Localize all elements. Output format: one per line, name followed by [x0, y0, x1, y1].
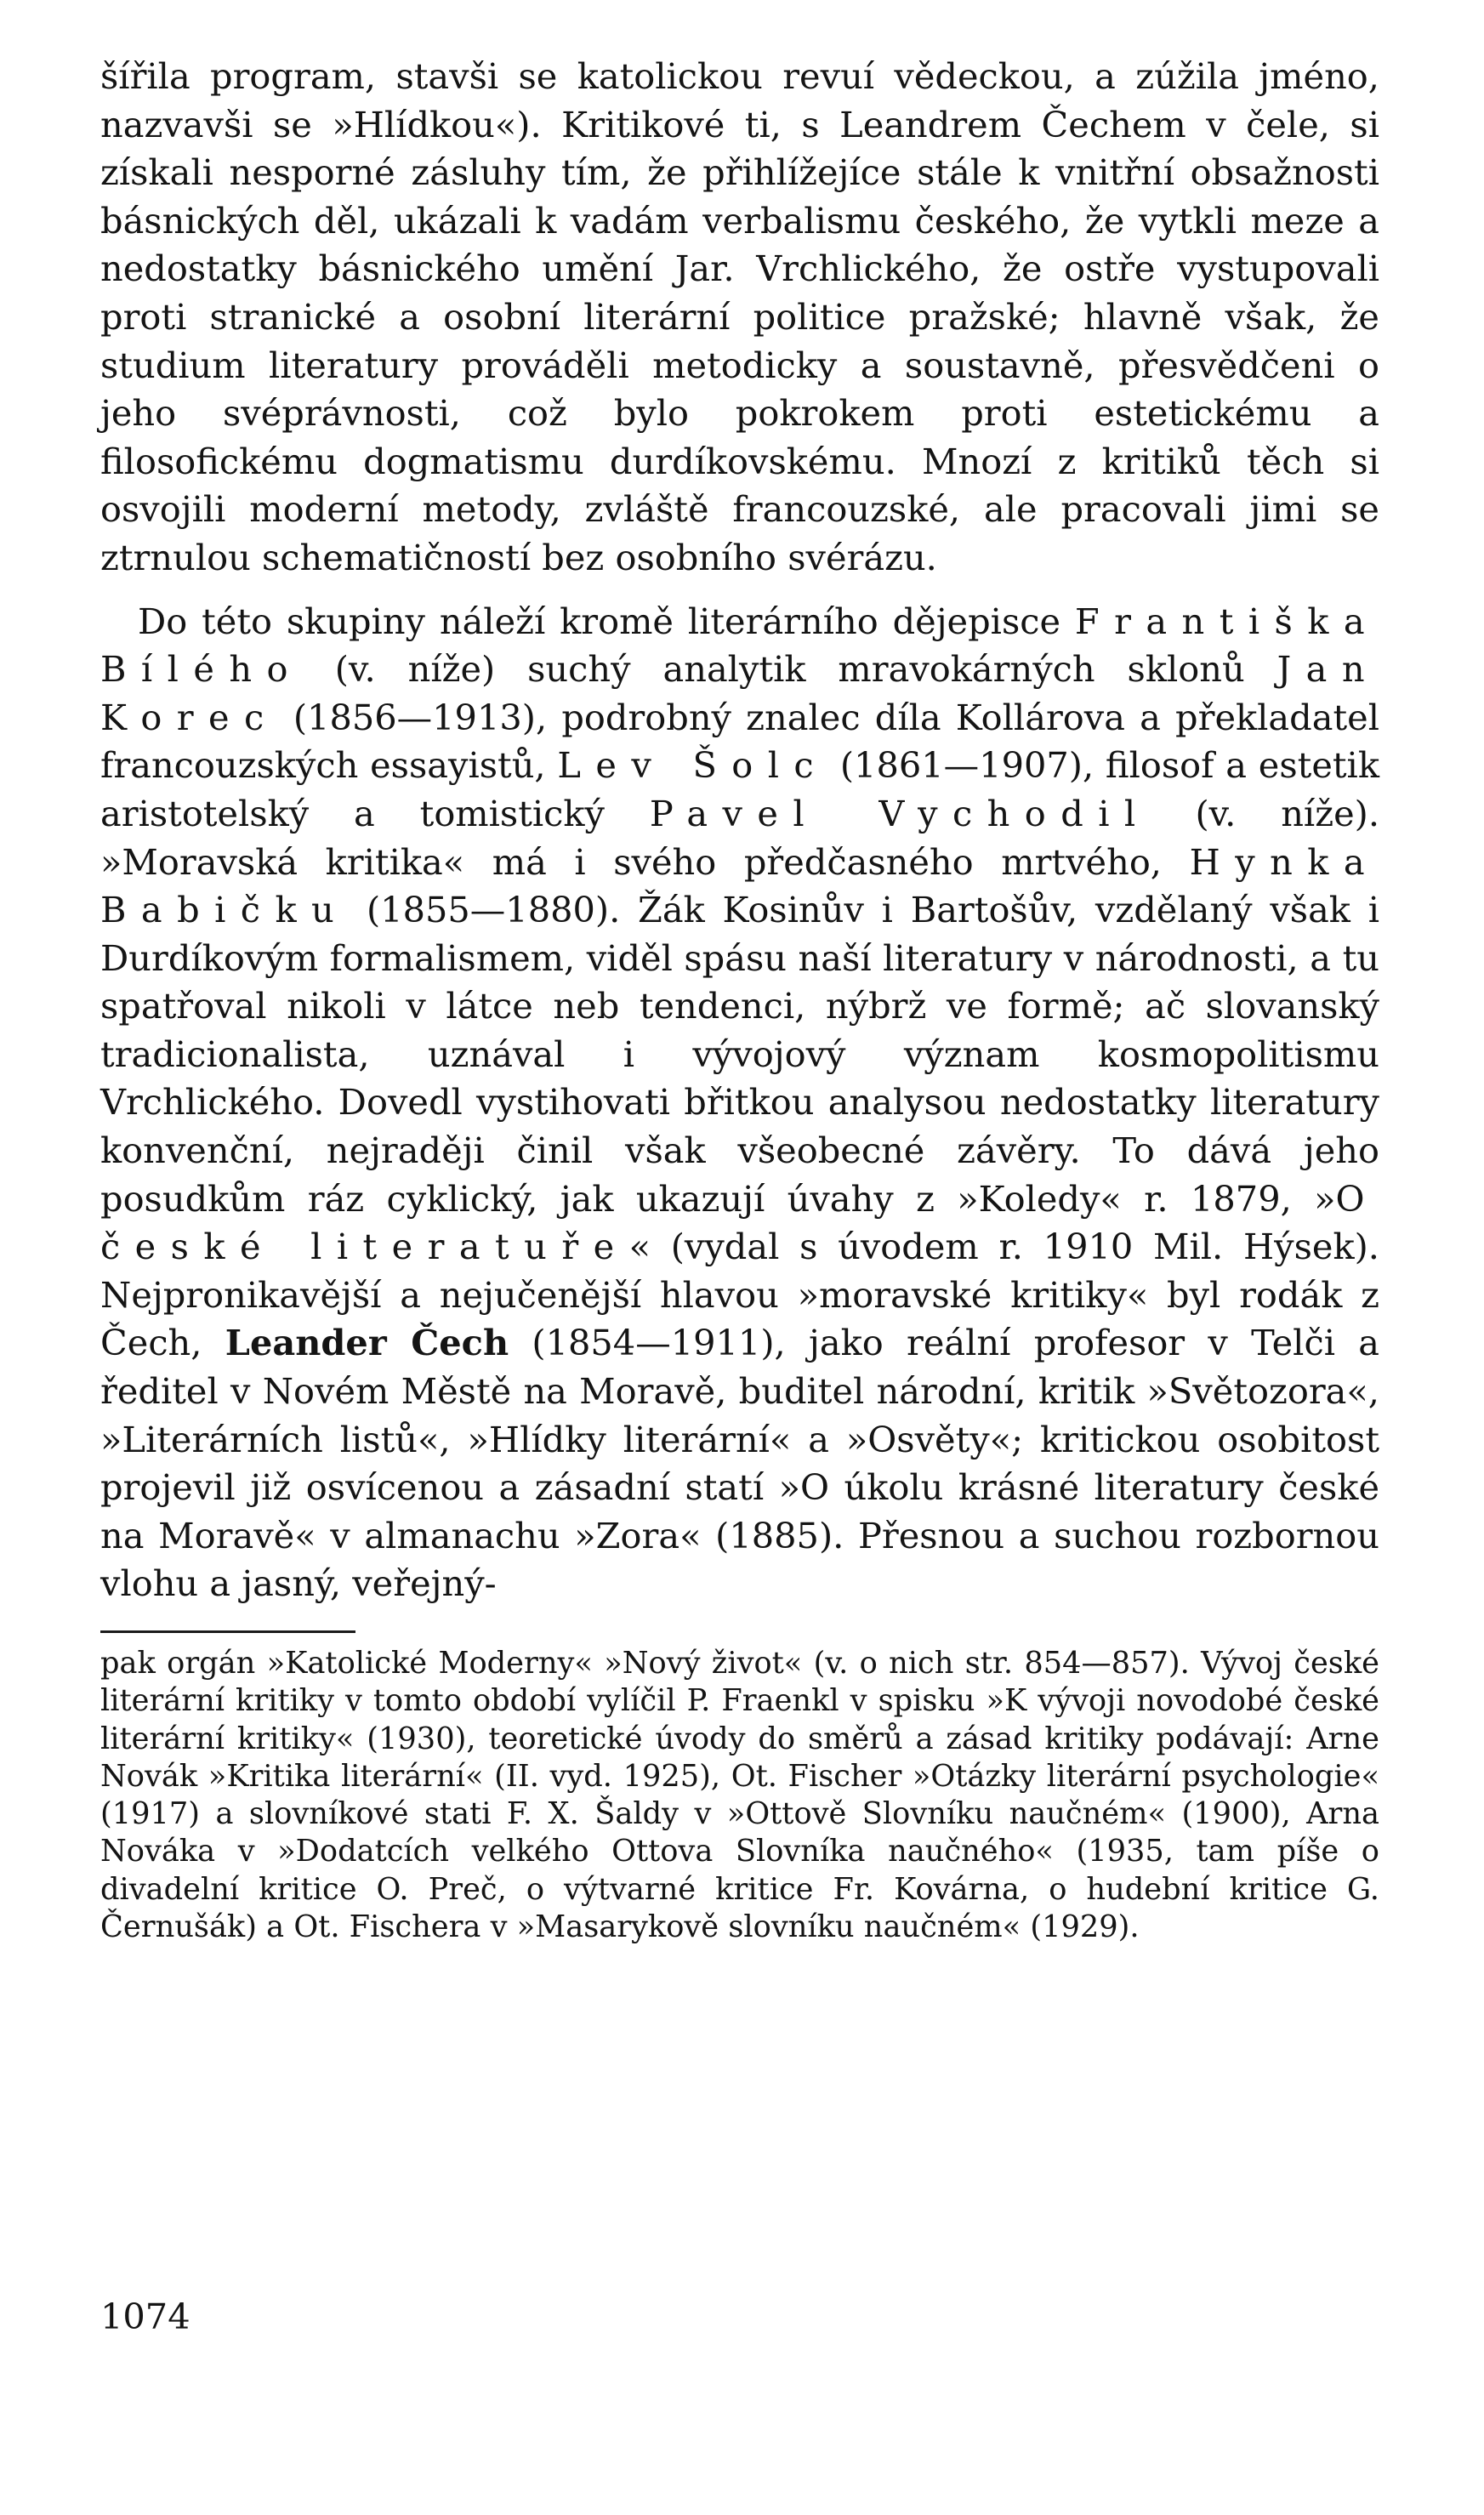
text-run: (1854—1911), jako reální profesor v Telči a ředitel v Novém Městě na Moravě, buditel národní, kritik »Světozora«, »Literárních listů«, »Hlídky literární« a »Osvěty«; kritickou osobitost projevil již osvícenou a zásadní statí »O úkolu krásné literatury české na Moravě« v almanachu »Zora« (1885). Přesnou a suchou rozbornou vlohu a jasný, veřejný-: [100, 1322, 1379, 1605]
spaced-title-o-ceske-literature: O české literatuře: [100, 1177, 1379, 1268]
spaced-name-lev-solc: Lev Šolc: [557, 744, 829, 787]
spaced-name-frantisek-bily: Františka Bílého: [100, 600, 1379, 691]
spaced-name-jan-korec: Jan Korec: [100, 648, 1379, 738]
body-paragraph-2: [100, 598, 1379, 1608]
page-content: [100, 53, 1379, 1946]
text-run: Do této skupiny náleží kromě literárního dějepisce: [138, 600, 1075, 642]
text-run: « (vydal s úvodem r. 1910 Mil. Hýsek). Nejpronikavější a nejučenější hlavou »moravské kritiky« byl rodák z Čech,: [100, 1226, 1379, 1364]
spaced-name-hynek-babicka: Hynka Babičku: [100, 840, 1379, 931]
text-run: (v. níže). »Moravská kritika« má i svého předčasného mrtvého,: [100, 792, 1380, 883]
text-run: (1855—1880). Žák Kosinův i Bartošův, vzdělaný však i Durdíkovým formalismem, viděl spásu naší literatury v národnosti, a tu spatřoval nikoli v látce neb tendenci, nýbrž ve formě; ač slovanský tradicionalista, uznával i vývojový význam kosmopolitismu Vrchlického. Dovedl vystihovati břitkou analysou nedostatky literatury konvenční, nejraději činil však všeobecné závěry. To dává jeho posudkům ráz cyklický, jak ukazují úvahy z »Koledy« r. 1879, »: [100, 889, 1379, 1220]
spaced-name-pavel-vychodil: Pavel Vychodil: [649, 792, 1151, 834]
body-paragraph-1: šířila program, stavši se katolickou revuí vědeckou, a zúžila jméno, nazvavši se »Hlídkou«). Kritikové ti, s Leandrem Čechem v čele, si získali nesporné zásluhy tím, že přihlížejíce stále k vnitřní obsažnosti básnických děl, ukázali k vadám verbalismu českého, že vytkli meze a nedostatky básnického umění Jar. Vrchlického, že ostře vystupovali proti stranické a osobní literární politice pražské; hlavně však, že studium literatury prováděli metodicky a soustavně, přesvědčeni o jeho svéprávnosti, což bylo pokrokem proti estetickému a filosofickému dogmatismu durdíkovskému. Mnozí z kritiků těch si osvojili moderní metody, zvláště francouzské, ale pracovali jimi se ztrnulou schematičností bez osobního svérázu.: [100, 55, 1379, 578]
page-number: 1074: [100, 2296, 190, 2337]
text-run: (1861—1907), filosof a estetik aristotelský a tomistický: [100, 744, 1379, 834]
bold-name-leander-cech: Leander Čech: [225, 1322, 509, 1364]
text-run: (1856—1913), podrobný znalec díla Kollárova a překladatel francouzských essayistů,: [100, 696, 1379, 787]
footnote: pak orgán »Katolické Moderny« »Nový život« (v. o nich str. 854—857). Vývoj české literární kritiky v tomto období vylíčil P. Fraenkl v spisku »K vývoji novodobé české literární kritiky« (1930), teoretické úvody do směrů a zásad kritiky podávají: Arne Novák »Kritika literární« (II. vyd. 1925), Ot. Fischer »Otázky literární psychologie« (1917) a slovníkové stati F. X. Šaldy v »Ottově Slovníku naučném« (1900), Arna Nováka v »Dodatcích velkého Ottova Slovníka naučného« (1935, tam píše o divadelní kritice O. Preč, o výtvarné kritice Fr. Kovárna, o hudební kritice G. Černušák) a Ot. Fischera v »Masarykově slovníku naučném« (1929).: [100, 1646, 1379, 1945]
footnote-divider: [100, 1630, 355, 1633]
text-run: (v. níže) suchý analytik mravokárných sklonů: [302, 648, 1277, 691]
